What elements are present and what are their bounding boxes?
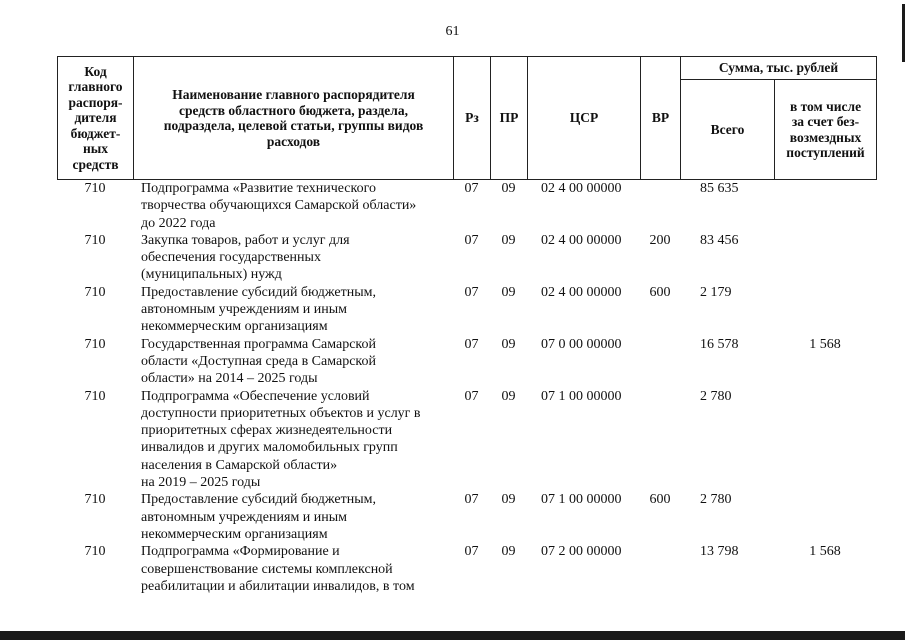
- cell-grant: [774, 388, 876, 492]
- cell-vr: 600: [649, 284, 671, 300]
- cell-grant: [774, 491, 876, 543]
- header-grant: в том числе за счет без- возмездных поступлений: [775, 80, 877, 180]
- cell-csr: 02 4 00 00000: [541, 232, 622, 248]
- cell-rz: 07: [464, 544, 479, 560]
- cell-rz: 07: [464, 336, 479, 352]
- header-rz: Рз: [454, 57, 491, 180]
- cell-code: 710: [84, 181, 106, 196]
- cell-code: 710: [84, 492, 106, 508]
- cell-name: Предоставление субсидий бюджетным, автономным учреждениям и иным некоммерческим организациям: [141, 492, 377, 542]
- cell-total: 2 179: [700, 284, 732, 300]
- cell-name: Предоставление субсидий бюджетным, автономным учреждениям и иным некоммерческим организациям: [141, 284, 377, 335]
- header-sum: Сумма, тыс. рублей: [681, 57, 877, 80]
- cell-pr: 09: [501, 284, 516, 300]
- cell-pr: 09: [501, 232, 516, 248]
- cell-total: 2 780: [700, 388, 732, 404]
- cell-code: 710: [84, 232, 106, 248]
- cell-rz: 07: [464, 388, 479, 404]
- cell-code: 710: [84, 544, 106, 560]
- cell-rz: 07: [464, 284, 479, 300]
- table-row: [57, 180, 876, 232]
- cell-code: 710: [84, 336, 106, 352]
- cell-name: Подпрограмма «Развитие технического творчества обучающихся Самарской области» до 2022 года: [141, 181, 417, 231]
- header-name: Наименование главного распорядителя средств областного бюджета, раздела, подраздела, целевой статьи, группы видов расходов: [134, 57, 454, 180]
- cell-rz: 07: [464, 232, 479, 248]
- table-row: [57, 491, 876, 543]
- cell-code: 710: [84, 388, 106, 404]
- cell-grant: [774, 284, 876, 336]
- table-row: [57, 284, 876, 336]
- cell-vr: [640, 543, 680, 595]
- cell-grant: [774, 232, 876, 284]
- cell-csr: 07 1 00 00000: [541, 492, 622, 508]
- cell-pr: 09: [501, 544, 516, 560]
- cell-pr: 09: [501, 492, 516, 508]
- header-total: Всего: [681, 80, 775, 180]
- page-number: 61: [445, 24, 460, 39]
- cell-grant: 1 568: [809, 336, 841, 352]
- table-row: [57, 388, 876, 492]
- cell-vr: [640, 388, 680, 492]
- cell-name: Закупка товаров, работ и услуг для обеспечения государственных (муниципальных) нужд: [141, 232, 350, 283]
- cell-total: 83 456: [700, 232, 739, 248]
- cell-csr: 02 4 00 00000: [541, 284, 622, 300]
- cell-vr: 200: [649, 232, 671, 248]
- header-vr: ВР: [641, 57, 681, 180]
- header-pr: ПР: [491, 57, 528, 180]
- table-row: [57, 543, 876, 595]
- table-body: [57, 180, 876, 595]
- cell-csr: 02 4 00 00000: [541, 181, 622, 196]
- scan-bottom-edge: [0, 631, 905, 640]
- cell-total: 2 780: [700, 492, 732, 508]
- table-row: [57, 336, 876, 388]
- cell-name: Государственная программа Самарской области «Доступная среда в Самарской области» на 2014 – 2025 годы: [141, 336, 377, 387]
- header-code: Код главного распоря- дителя бюджет- ных средств: [58, 57, 134, 180]
- cell-name: Подпрограмма «Обеспечение условий доступности приоритетных объектов и услуг в приоритетных сферах жизнедеятельности инвалидов и других маломобильных групп населения в Самарской области» на 2019 – 2025 годы: [141, 388, 421, 491]
- cell-total: 16 578: [700, 336, 739, 352]
- cell-pr: 09: [501, 336, 516, 352]
- cell-rz: 07: [464, 492, 479, 508]
- cell-pr: 09: [501, 181, 516, 196]
- cell-vr: 600: [649, 492, 671, 508]
- header-csr: ЦСР: [528, 57, 641, 180]
- table-header: [57, 56, 877, 180]
- cell-rz: 07: [464, 181, 479, 196]
- table-row: [57, 232, 876, 284]
- cell-grant: 1 568: [809, 544, 841, 560]
- cell-csr: 07 2 00 00000: [541, 544, 622, 560]
- cell-pr: 09: [501, 388, 516, 404]
- cell-total: 13 798: [700, 544, 739, 560]
- cell-name: Подпрограмма «Формирование и совершенствование системы комплексной реабилитации и абилитации инвалидов, в том: [141, 544, 415, 594]
- cell-total: 85 635: [700, 181, 739, 196]
- cell-grant: [774, 180, 876, 232]
- cell-csr: 07 0 00 00000: [541, 336, 622, 352]
- cell-code: 710: [84, 284, 106, 300]
- cell-vr: [640, 180, 680, 232]
- cell-csr: 07 1 00 00000: [541, 388, 622, 404]
- cell-vr: [640, 336, 680, 388]
